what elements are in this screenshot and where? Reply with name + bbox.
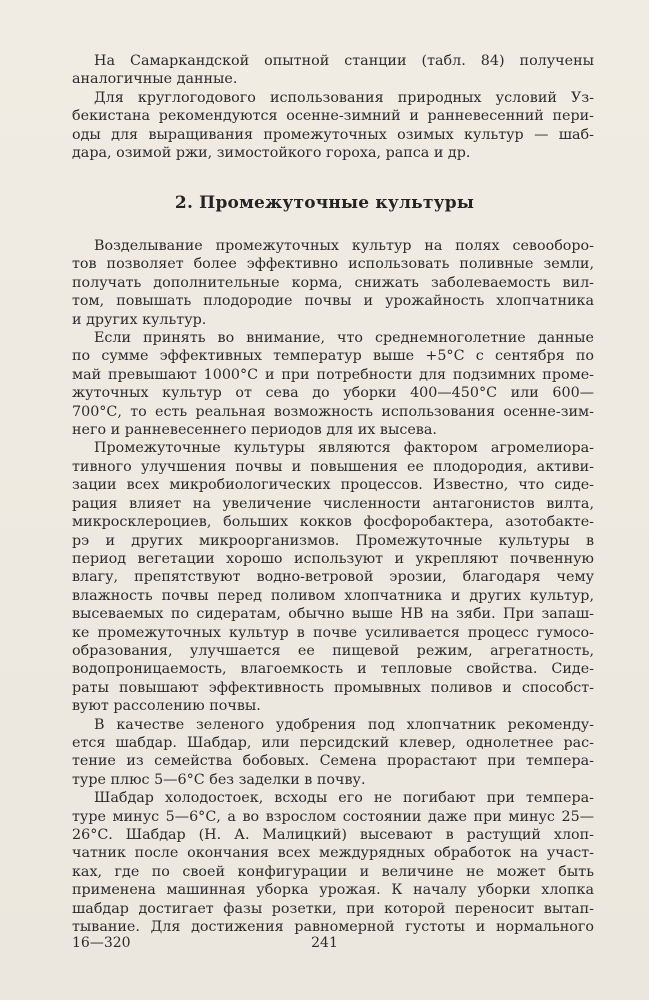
text-line: оды для выращивания промежуточных озимых культур — шаб- xyxy=(72,126,594,143)
text-line: В качестве зеленого удобрения под хлопчатник рекоменду- xyxy=(94,716,594,733)
text-line: том, повышать плодородие почвы и урожайность хлопчатника xyxy=(72,293,594,310)
text-line: вуют рассолению почвы. xyxy=(72,698,261,715)
text-line: получать дополнительные корма, снижать заболеваемость вил- xyxy=(72,274,594,291)
text-line: образования, улучшается ее пищевой режим, агрегатность, xyxy=(72,642,594,659)
paragraph xyxy=(72,716,594,790)
text-line: ется шабдар. Шабдар, или персидский клевер, однолетнее рас- xyxy=(72,734,594,751)
text-line: тивного улучшения почвы и повышения ее плодородия, активи- xyxy=(72,458,594,475)
text-line: туре плюс 5—6°С без заделки в почву. xyxy=(72,771,366,788)
paragraph xyxy=(72,329,594,439)
text-line: жуточных культур от сева до уборки 400—450°С или 600— xyxy=(72,385,594,402)
page-number: 241 xyxy=(311,935,338,951)
text-line: тов позволяет более эффективно использовать поливные земли, xyxy=(72,256,594,273)
text-line: высеваемых по сидератам, обычно выше НВ на зяби. При запаш- xyxy=(72,606,594,623)
text-line: него и ранневесеннего периодов для их высева. xyxy=(72,422,437,439)
text-line: Промежуточные культуры являются фактором агромелиора- xyxy=(94,440,594,457)
paragraph xyxy=(72,52,594,89)
text-line: туре минус 5—6°С, а во взрослом состоянии даже при минус 25— xyxy=(72,808,594,825)
text-line: тение из семейства бобовых. Семена прорастают при темпера- xyxy=(72,753,594,770)
paragraph xyxy=(72,789,594,936)
text-line: май превышают 1000°С и при потребности для подзимних проме- xyxy=(72,366,594,383)
text-line: применена машинная уборка урожая. К началу уборки хлопка xyxy=(72,882,594,899)
text-line: На Самаркандской опытной станции (табл. 84) получены xyxy=(94,53,594,69)
text-line: бекистана рекомендуются осенне-зимний и ранневесенний пери- xyxy=(72,108,594,125)
paragraph xyxy=(72,89,594,163)
text-line: влажность почвы перед поливом хлопчатника и других культур, xyxy=(72,587,594,604)
text-line: микросклероциев, больших кокков фосфоробактера, азотобакте- xyxy=(72,514,594,531)
text-line: рация влияет на увеличение численности антагонистов вилта, xyxy=(72,495,594,512)
top-text-block xyxy=(72,52,594,162)
text-line: и других культур. xyxy=(72,311,207,328)
text-line: ках, где по своей конфигурации и величине не может быть xyxy=(72,863,594,880)
text-line: по сумме эффективных температур выше +5°С с сентября по xyxy=(72,348,594,365)
text-line: Шабдар холодостоек, всходы его не погибают при темпера- xyxy=(94,790,594,807)
text-line: 26°С. Шабдар (Н. А. Малицкий) высевают в растущий хлоп- xyxy=(72,827,594,843)
text-line: тывание. Для достижения равномерной густоты и нормального xyxy=(72,919,594,936)
signature-mark: 16—320 xyxy=(72,935,131,951)
section-heading: 2. Промежуточные культуры xyxy=(174,193,475,213)
paragraph xyxy=(72,237,594,329)
text-line: ке промежуточных культур в почве усиливается процесс гумосо- xyxy=(72,624,594,641)
text-line: Возделывание промежуточных культур на полях севооборо- xyxy=(94,238,594,254)
text-line: раты повышают эффективность промывных поливов и способст- xyxy=(72,679,594,696)
text-line: зации всех микробиологических процессов. Известно, что сиде- xyxy=(72,477,594,494)
text-line: водопроницаемость, влагоемкость и тепловые свойства. Сиде- xyxy=(72,661,594,678)
text-line: 700°С, то есть реальная возможность использования осенне-зим- xyxy=(72,403,594,420)
text-line: влагу, препятствуют водно-ветровой эрозии, благодаря чему xyxy=(72,569,594,586)
text-line: период вегетации хорошо используют и укрепляют почвенную xyxy=(72,550,594,567)
text-line: Для круглогодового использования природных условий Уз- xyxy=(94,89,594,106)
main-text-block xyxy=(72,237,594,936)
text-line: аналогичные данные. xyxy=(72,71,238,88)
text-line: шабдар достигает фазы розетки, при которой переносит вытап- xyxy=(72,900,594,917)
text-line: рэ и других микроорганизмов. Промежуточные культуры в xyxy=(72,532,594,549)
paragraph xyxy=(72,439,594,715)
text-line: дара, озимой ржи, зимостойкого гороха, рапса и др. xyxy=(72,145,471,162)
text-line: чатник после окончания всех междурядных обработок на участ- xyxy=(72,845,594,862)
text-line: Если принять во внимание, что среднемноголетние данные xyxy=(94,330,594,347)
